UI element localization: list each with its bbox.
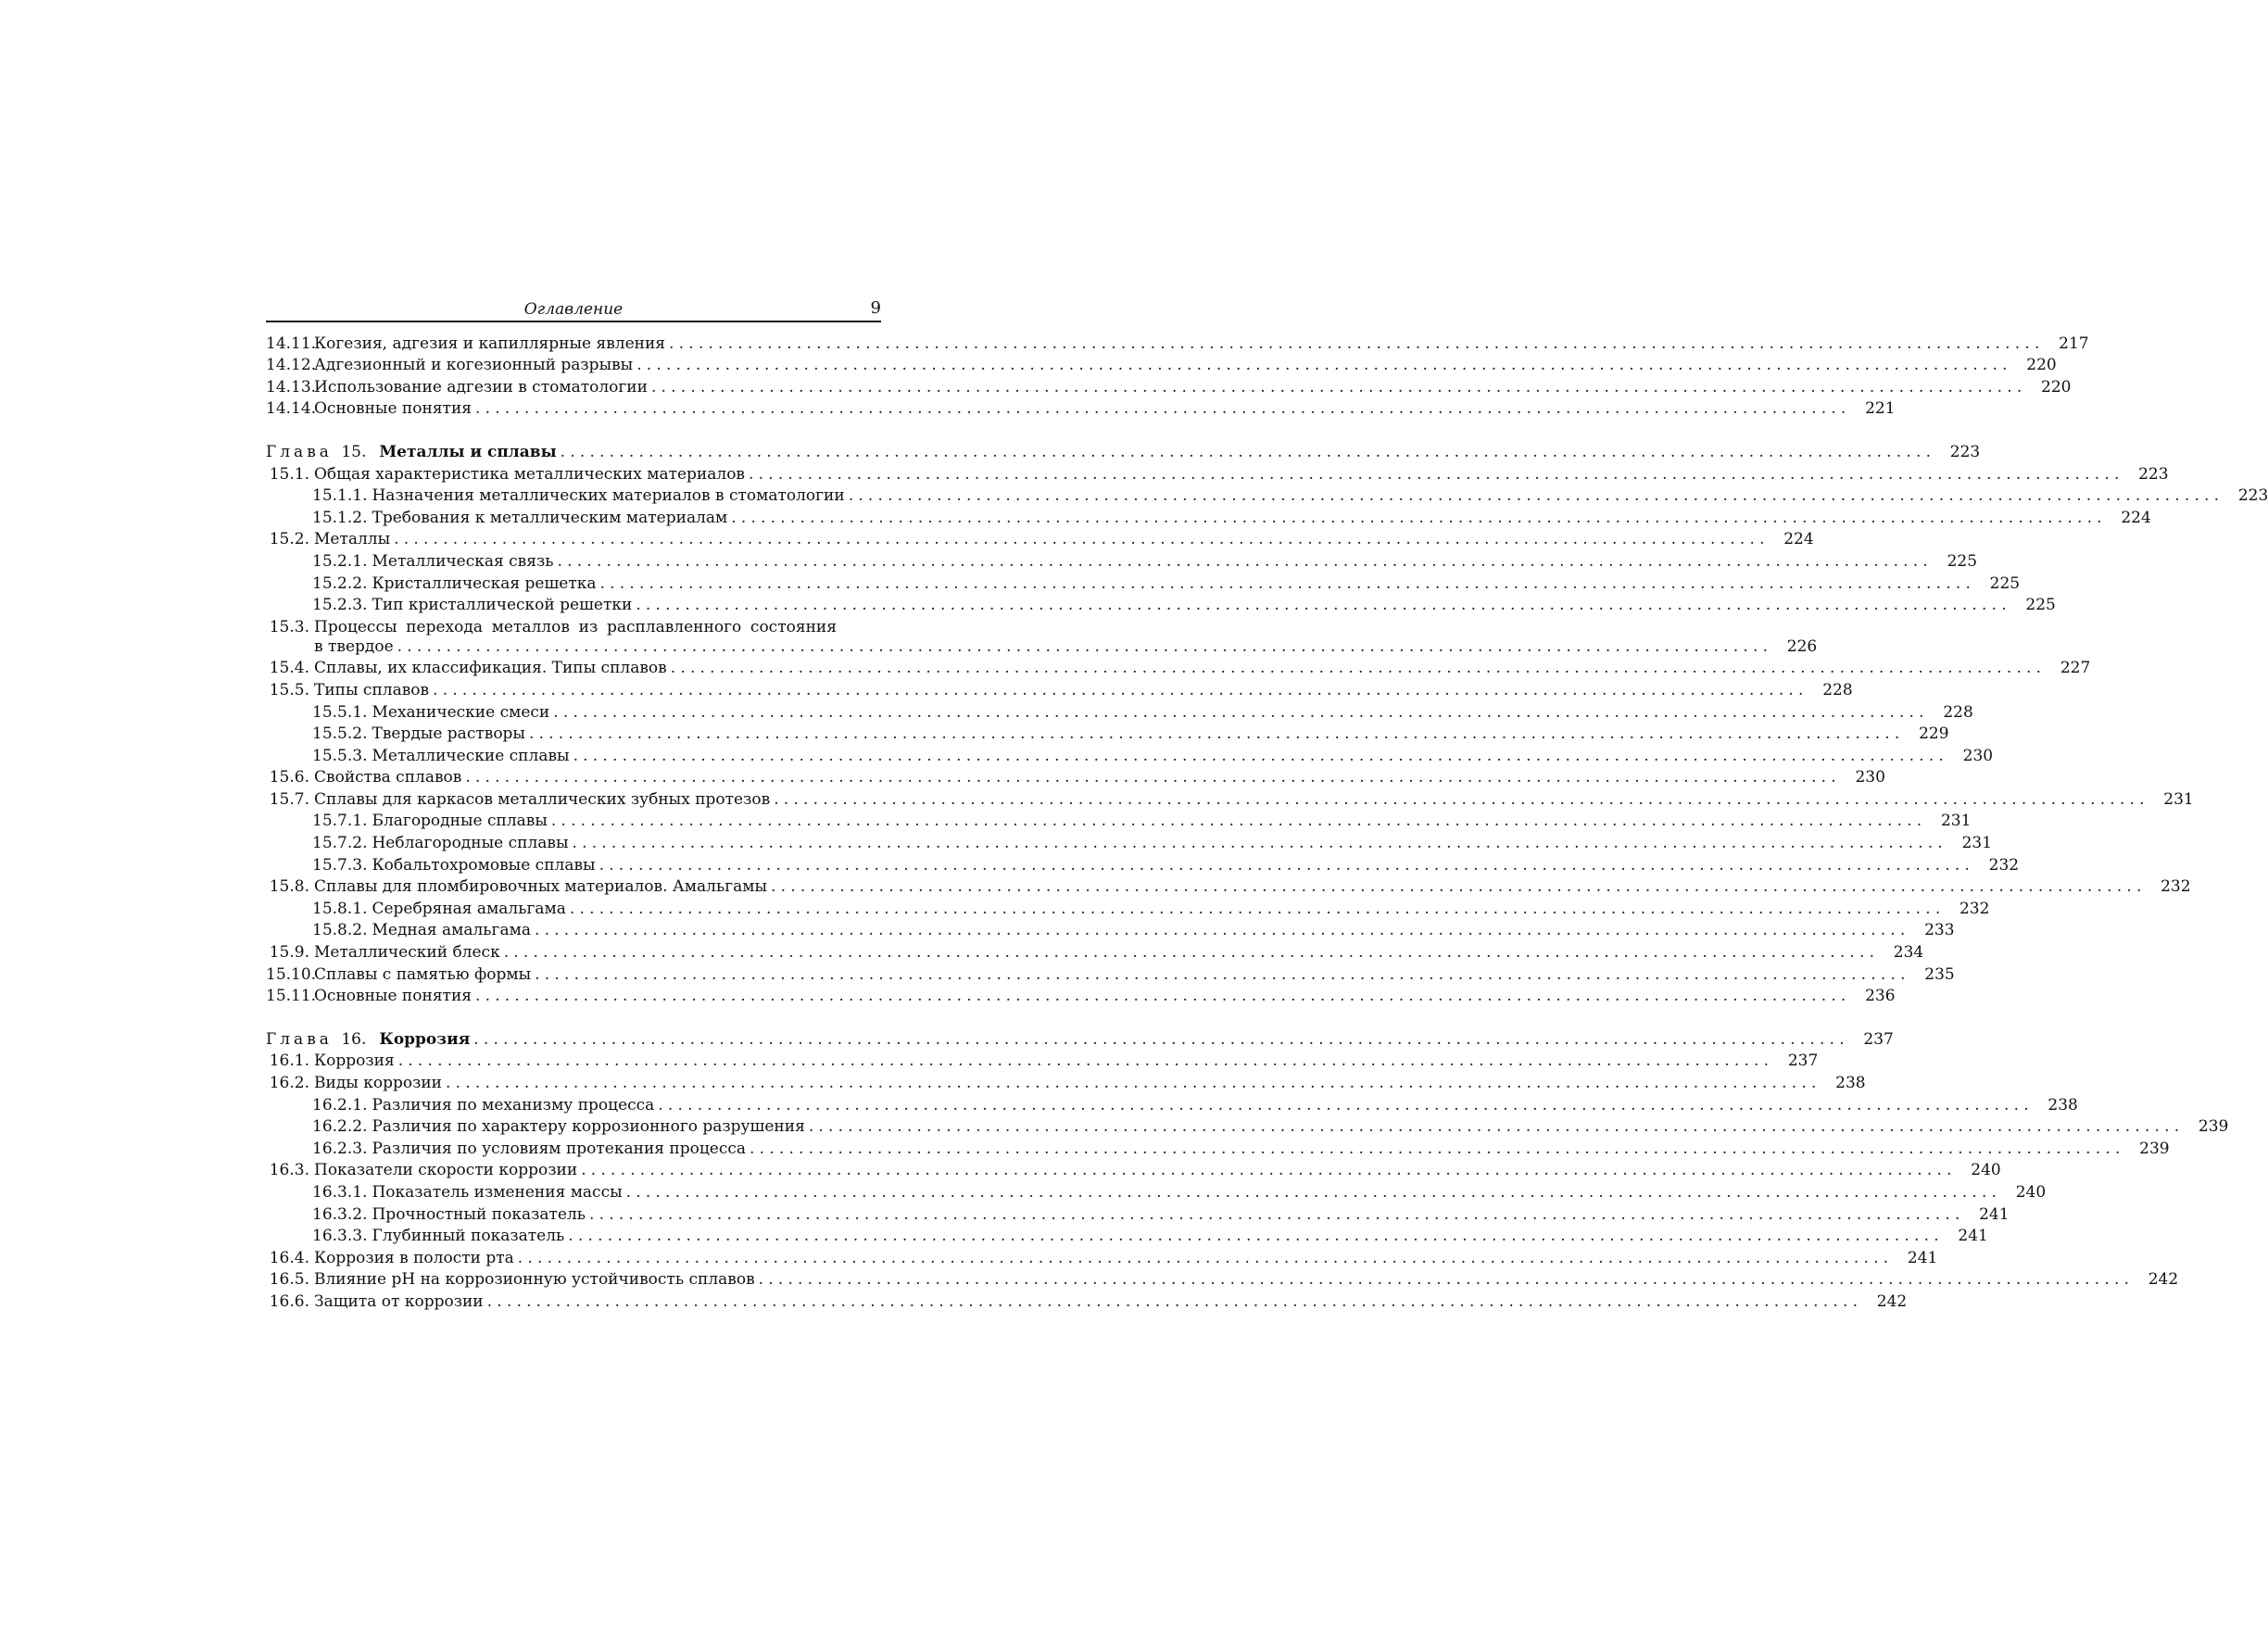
toc-entry-page: 231 (1961, 834, 1993, 853)
dot-leader: ............................................................................................................................................ (636, 596, 2011, 615)
toc-entry-number: 15.7.2. (312, 834, 368, 853)
toc-entry-page: 223 (2138, 464, 2169, 484)
dot-leader: ............................................................................................................................................ (535, 964, 1910, 984)
toc-entry-number: 15.7.1. (312, 812, 368, 831)
toc-entry-title: Прочностный показатель (372, 1204, 586, 1224)
toc-entry-page: 231 (2163, 789, 2194, 809)
toc-entry[interactable] (266, 1050, 1819, 1072)
toc-entry-title: Показатели скорости коррозии (314, 1161, 578, 1180)
toc-entry-page: 242 (2148, 1270, 2179, 1290)
toc-entry-page: 235 (1924, 964, 1955, 984)
toc-subentry[interactable] (266, 1225, 1988, 1247)
toc-subentry[interactable] (266, 853, 2020, 875)
toc-subentry[interactable] (266, 485, 2268, 507)
toc-entry-title: Механические смеси (372, 702, 550, 722)
chapter-title: Металлы и сплавы (379, 442, 557, 461)
toc-entry[interactable] (266, 1071, 1866, 1093)
toc-entry[interactable] (266, 678, 1853, 700)
toc-entry-title: Металлы (314, 530, 391, 549)
toc-entry-page: 220 (2041, 377, 2072, 397)
toc-entry-number: 15.2. (269, 530, 309, 549)
toc-entry-title: Использование адгезии в стоматологии (314, 377, 648, 397)
toc-entry-page: 240 (2015, 1182, 2047, 1202)
toc-entry-number: 15.9. (269, 943, 309, 963)
toc-entry-title: Коррозия (314, 1052, 395, 1071)
toc-entry-title: Основные понятия (314, 399, 472, 419)
toc-entry-title: Благородные сплавы (372, 812, 548, 831)
toc-subentry[interactable] (266, 744, 1994, 766)
toc-entry-page: 232 (1959, 899, 1990, 918)
toc-entry-title: Медная амальгама (372, 921, 531, 940)
dot-leader: ............................................................................................................................................ (636, 356, 2012, 375)
toc-entry-title: Показатель изменения массы (372, 1182, 623, 1202)
toc-entry-page: 221 (1865, 399, 1896, 419)
dot-leader: ............................................................................................................................................ (589, 1204, 1965, 1224)
toc-entry[interactable] (266, 462, 2169, 485)
toc-entry-number: 15.7.3. (312, 855, 368, 875)
toc-entry[interactable] (266, 875, 2191, 898)
toc-entry-title: Виды коррозии (314, 1074, 443, 1092)
toc-entry[interactable] (266, 354, 2057, 376)
toc-entry-page: 232 (1988, 855, 2020, 875)
toc-entry-page: 230 (1962, 746, 1994, 765)
dot-leader: ............................................................................................................................................ (572, 834, 1948, 853)
toc-entry-number: 16.5. (269, 1270, 309, 1290)
toc-entry-page: 220 (2026, 356, 2057, 375)
toc-entry-number: 16.6. (269, 1291, 309, 1311)
toc-entry-title: Сплавы, их классификация. Типы сплавов (314, 659, 667, 678)
chapter-number: 15. (341, 442, 367, 461)
toc-entry-number: 15.1. (269, 464, 309, 484)
chapter-page: 237 (1863, 1029, 1894, 1049)
toc-entry-number: 14.11. (266, 334, 317, 353)
toc-entry[interactable] (266, 397, 1896, 420)
toc-entry-page: 233 (1924, 921, 1955, 940)
toc-entry-number: 15.1.2. (312, 508, 368, 527)
dot-leader: ............................................................................................................................................ (568, 1227, 1944, 1246)
toc-entry-page: 239 (2198, 1117, 2229, 1137)
page-number: 9 (870, 298, 881, 318)
toc-entry-number: 15.8.2. (312, 921, 368, 940)
dot-leader: ............................................................................................................................................ (581, 1161, 1957, 1180)
toc-entry-page: 227 (2060, 659, 2091, 678)
dot-leader: ............................................................................................................................................ (808, 1117, 2185, 1137)
dot-leader: ............................................................................................................................................ (669, 334, 2045, 353)
chapter-word: Глава (266, 442, 333, 461)
toc-entry-page: 224 (2121, 508, 2151, 527)
toc-entry[interactable] (266, 766, 1885, 788)
toc-entry-number: 15.3. (269, 617, 309, 636)
title-word: Процессы (314, 617, 397, 636)
toc-entry[interactable] (266, 1246, 1938, 1268)
toc-entry-title: Металлический блеск (314, 943, 500, 963)
toc-entry-page: 234 (1893, 943, 1924, 963)
toc-entry[interactable] (266, 1159, 2001, 1181)
chapter-number: 16. (341, 1029, 367, 1049)
toc-entry-number: 16.3.3. (312, 1227, 368, 1246)
toc-entry-number: 14.12. (266, 356, 317, 375)
dot-leader: ............................................................................................................................................ (569, 899, 1946, 918)
toc-entry-title: Свойства сплавов (314, 768, 462, 787)
toc-entry-page: 224 (1783, 530, 1814, 549)
dot-leader: ............................................................................................................................................ (774, 789, 2149, 809)
toc-subentry[interactable] (266, 594, 2056, 616)
toc-entry-title: Тип кристаллической решетки (372, 596, 633, 615)
dot-leader: ............................................................................................................................................ (560, 442, 1936, 461)
toc-entry-title: Коррозия в полости рта (314, 1248, 514, 1267)
toc-entry-page: 229 (1919, 724, 1949, 744)
chapter-heading-15[interactable] (266, 440, 1981, 462)
dot-leader: ............................................................................................................................................ (749, 464, 2124, 484)
dot-leader: ............................................................................................................................................ (573, 746, 1949, 765)
toc-entry[interactable] (266, 1268, 2179, 1291)
toc-entry-page: 226 (1786, 636, 1818, 656)
dot-leader: ............................................................................................................................................ (397, 1052, 1774, 1071)
toc-subentry[interactable] (266, 700, 1973, 723)
title-word: металлов (491, 617, 570, 636)
toc-entry-page: 228 (1943, 702, 1973, 722)
toc-entry-title: Основные понятия (314, 987, 472, 1006)
toc-entry-number: 15.4. (269, 659, 309, 678)
chapter-heading-16[interactable] (266, 1027, 1894, 1050)
chapter-page: 223 (1949, 442, 1981, 461)
toc-subentry[interactable] (266, 723, 1949, 745)
toc-entry-page: 240 (1971, 1161, 2001, 1180)
dot-leader: ............................................................................................................................................ (446, 1074, 1821, 1092)
toc-entry-number: 15.5. (269, 680, 309, 699)
toc-entry-number: 15.5.1. (312, 702, 368, 722)
dot-leader: ............................................................................................................................................ (758, 1270, 2135, 1290)
toc-subentry[interactable] (266, 919, 1955, 941)
toc-entry-page: 225 (2025, 596, 2056, 615)
toc-entry-number: 15.8. (269, 877, 309, 897)
dot-leader: ............................................................................................................................................ (534, 921, 1910, 940)
toc-entry-number: 16.2.2. (312, 1117, 368, 1137)
toc-entry-page: 217 (2059, 334, 2089, 353)
toc-entry-title: Различия по характеру коррозионного разрушения (372, 1117, 805, 1137)
dot-leader: ............................................................................................................................................ (503, 943, 1880, 963)
toc-entry-title: Защита от коррозии (314, 1291, 484, 1311)
toc-entry-title: Различия по условиям протекания процесса (372, 1139, 747, 1158)
toc-entry-number: 14.14. (266, 399, 317, 419)
toc-entry-page: 237 (1787, 1052, 1819, 1071)
toc-entry-title: Металлические сплавы (372, 746, 570, 765)
toc-subentry[interactable] (266, 1115, 2229, 1138)
dot-leader: ............................................................................................................................................ (433, 680, 1808, 699)
toc-entry-page: 241 (1958, 1227, 1988, 1246)
toc-entry-title: Типы сплавов (314, 680, 430, 699)
toc-entry-title: Назначения металлических материалов в стоматологии (372, 486, 845, 506)
chapter-label (266, 442, 379, 462)
title-word: из (578, 617, 598, 636)
toc-entry-number: 15.7. (269, 789, 309, 809)
dot-leader: ............................................................................................................................................ (650, 377, 2027, 397)
toc-subentry[interactable] (266, 897, 1990, 919)
dot-leader: ............................................................................................................................................ (394, 530, 1770, 549)
toc-entry-number: 16.2.1. (312, 1095, 368, 1115)
toc-entry-number: 16.4. (269, 1248, 309, 1267)
toc-entry-number: 15.1.1. (312, 486, 368, 506)
toc-entry-title (314, 617, 881, 637)
toc-entry-title: Адгезионный и когезионный разрывы (314, 356, 634, 375)
toc-entry[interactable] (266, 1290, 1908, 1312)
toc-entry-title: Серебряная амальгама (372, 899, 566, 918)
dot-leader: ............................................................................................................................................ (670, 659, 2047, 678)
toc-entry[interactable] (266, 985, 1896, 1007)
toc-subentry[interactable] (266, 1203, 2010, 1225)
toc-entry-number: 15.8.1. (312, 899, 368, 918)
toc-entry-page: 239 (2139, 1139, 2170, 1158)
toc-entry-title: Различия по механизму процесса (372, 1095, 655, 1115)
chapter-label (266, 1029, 379, 1050)
dot-leader: ............................................................................................................................................ (517, 1248, 1894, 1267)
toc-entry-title: Кобальтохромовые сплавы (372, 855, 596, 875)
toc-entry-number: 16.1. (269, 1052, 309, 1071)
toc-entry-number: 16.3.1. (312, 1182, 368, 1202)
toc-subentry[interactable] (266, 549, 1978, 572)
toc-entry-title: Твердые растворы (372, 724, 525, 744)
toc-entry-number: 16.2. (269, 1074, 309, 1092)
dot-leader: ............................................................................................................................................ (475, 399, 1851, 419)
toc-entry-page: 238 (1835, 1074, 1866, 1092)
toc-entry-page: 228 (1822, 680, 1853, 699)
toc-entry-page: 231 (1940, 812, 1972, 831)
toc-entry-page: 236 (1865, 987, 1896, 1006)
toc-entry-title-cont: в твердое (314, 636, 394, 656)
chapter-title: Коррозия (379, 1029, 471, 1049)
toc-entry-page: 223 (2237, 486, 2268, 506)
toc-subentry[interactable] (266, 506, 2151, 528)
toc-entry-number: 15.2.3. (312, 596, 368, 615)
toc-entry-number: 15.5.2. (312, 724, 368, 744)
dot-leader: ............................................................................................................................................ (397, 636, 1773, 656)
toc-entry-page: 225 (1989, 573, 2021, 593)
toc-entry-number: 15.5.3. (312, 746, 368, 765)
dot-leader: ............................................................................................................................................ (557, 551, 1934, 571)
dot-leader: ............................................................................................................................................ (848, 486, 2224, 506)
toc-entry[interactable] (266, 528, 1814, 550)
toc-subentry[interactable] (266, 1137, 2170, 1159)
toc-entry-title: Сплавы для каркасов металлических зубных протезов (314, 789, 771, 809)
toc-entry-title: Когезия, адгезия и капиллярные явления (314, 334, 666, 353)
dot-leader: ............................................................................................................................................ (550, 812, 1927, 831)
toc-entry-number: 15.6. (269, 768, 309, 787)
title-word: расплавленного (606, 617, 742, 636)
dot-leader: ............................................................................................................................................ (658, 1095, 2034, 1115)
dot-leader: ............................................................................................................................................ (598, 855, 1975, 875)
toc-entry-title: Кристаллическая решетка (372, 573, 597, 593)
running-title: Оглавление (523, 300, 624, 319)
toc-entry-page: 241 (1907, 1248, 1938, 1267)
toc-entry-page: 242 (1876, 1291, 1908, 1311)
table-of-contents (266, 332, 2268, 1312)
toc-entry[interactable] (266, 940, 1924, 963)
dot-leader: ............................................................................................................................................ (528, 724, 1905, 744)
toc-entry-multiline[interactable] (266, 615, 1818, 657)
toc-entry-number: 15.2.2. (312, 573, 368, 593)
toc-entry-line1 (266, 615, 881, 637)
toc-entry-title: Требования к металлическим материалам (372, 508, 728, 527)
toc-subentry[interactable] (266, 1093, 2078, 1115)
toc-entry-title: Сплавы с памятью формы (314, 964, 532, 984)
toc-subentry[interactable] (266, 810, 1972, 832)
toc-entry[interactable] (266, 375, 2072, 397)
toc-entry-line2 (266, 636, 1818, 657)
book-page (266, 295, 2268, 1312)
dot-leader: ............................................................................................................................................ (731, 508, 2107, 527)
toc-subentry[interactable] (266, 831, 1993, 853)
toc-entry[interactable] (266, 657, 2091, 679)
running-header (266, 295, 881, 322)
toc-entry-number: 15.11. (266, 987, 317, 1006)
toc-entry-page: 230 (1855, 768, 1885, 787)
toc-entry-number: 14.13. (266, 377, 317, 397)
toc-entry-page: 225 (1947, 551, 1978, 571)
title-word: состояния (750, 617, 837, 636)
dot-leader: ............................................................................................................................................ (599, 573, 1976, 593)
toc-entry[interactable] (266, 787, 2194, 810)
dot-leader: ............................................................................................................................................ (553, 702, 1929, 722)
dot-leader: ............................................................................................................................................ (750, 1139, 2125, 1158)
toc-entry-page: 232 (2161, 877, 2191, 897)
toc-entry-title: Влияние pH на коррозионную устойчивость сплавов (314, 1270, 755, 1290)
toc-entry-page: 241 (1979, 1204, 2010, 1224)
dot-leader: ............................................................................................................................................ (473, 1029, 1849, 1049)
toc-entry-number: 16.3.2. (312, 1204, 368, 1224)
toc-entry-number: 16.3. (269, 1161, 309, 1180)
title-word: перехода (406, 617, 483, 636)
toc-entry-title: Сплавы для пломбировочных материалов. Амальгамы (314, 877, 768, 897)
dot-leader: ............................................................................................................................................ (625, 1182, 2002, 1202)
toc-entry[interactable] (266, 963, 1955, 985)
toc-entry-title: Металлическая связь (372, 551, 554, 571)
toc-subentry[interactable] (266, 1180, 2047, 1203)
chapter-word: Глава (266, 1029, 333, 1049)
dot-leader: ............................................................................................................................................ (475, 987, 1851, 1006)
dot-leader: ............................................................................................................................................ (486, 1291, 1863, 1311)
toc-entry-number: 15.10. (266, 964, 317, 984)
dot-leader: ............................................................................................................................................ (465, 768, 1841, 787)
dot-leader: ............................................................................................................................................ (771, 877, 2147, 897)
toc-entry-title: Общая характеристика металлических материалов (314, 464, 746, 484)
toc-entry-number: 16.2.3. (312, 1139, 368, 1158)
toc-entry-page: 238 (2048, 1095, 2078, 1115)
toc-subentry[interactable] (266, 572, 2021, 594)
toc-entry-title: Неблагородные сплавы (372, 834, 569, 853)
toc-entry[interactable] (266, 332, 2089, 354)
toc-entry-number: 15.2.1. (312, 551, 368, 571)
toc-entry-title: Глубинный показатель (372, 1227, 565, 1246)
